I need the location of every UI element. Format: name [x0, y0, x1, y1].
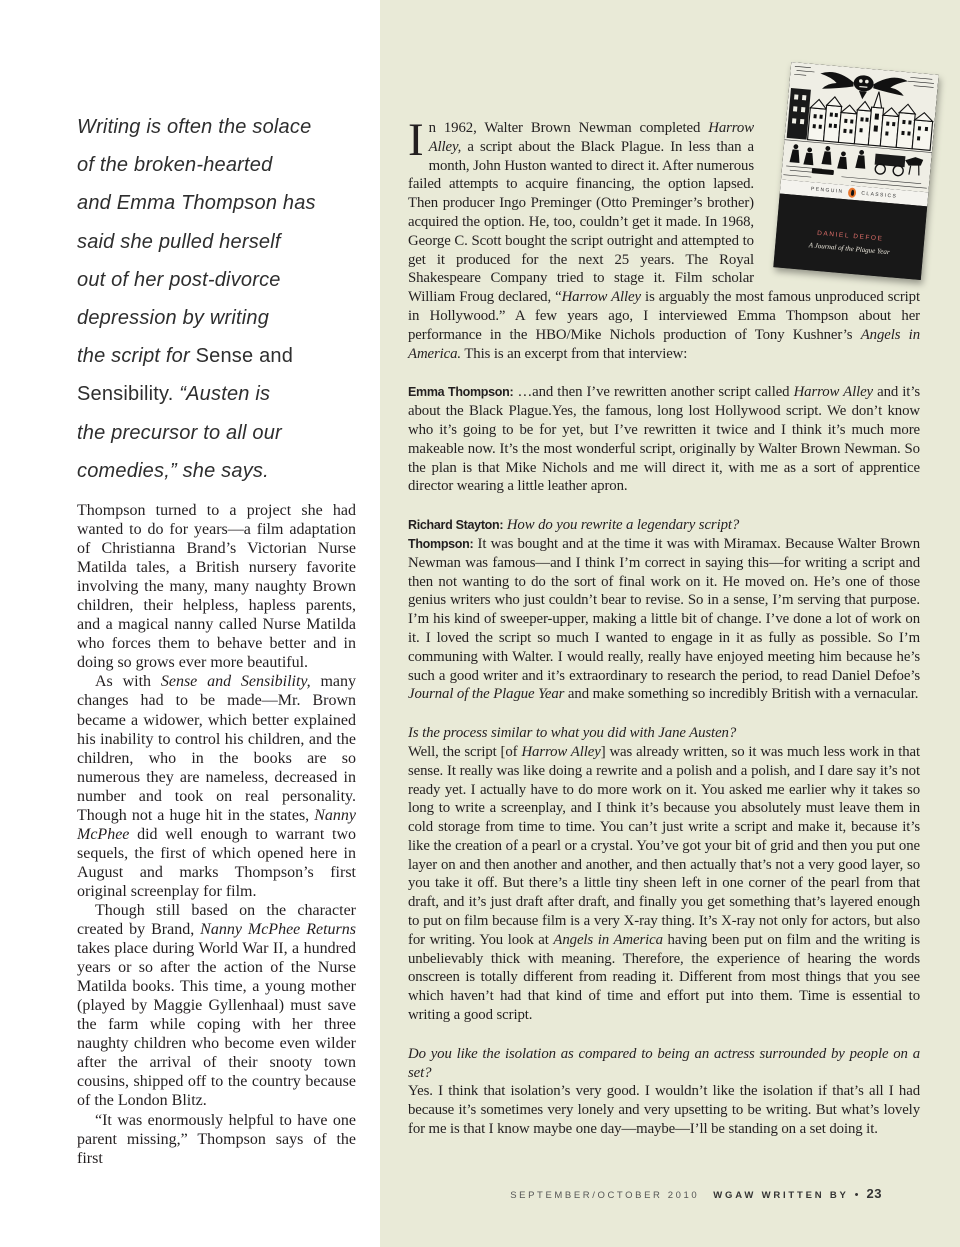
- interview-exchange: [408, 383, 920, 496]
- italic-text-run: Is the process similar to what you did with Jane Austen?: [408, 725, 737, 742]
- interview-line: [408, 1045, 920, 1083]
- text-run: As with: [95, 673, 161, 691]
- text-run: …and then I’ve rewritten another script called: [513, 384, 794, 401]
- text-run: “It was enormously helpful to have one parent missing,” Thompson says of the first: [77, 1111, 356, 1167]
- text-run: did well enough to warrant two sequels, the first of which opened here in August and marks Thompson’s first original screenplay for film.: [77, 825, 356, 900]
- text-run: Yes. I think that isolation’s very good. I wouldn’t like the isolation if that’s all I had because it’s sometimes very lonely and very upsetting to be writing. But what’s lovely for me is that I know maybe one day—maybe—I’ll be standing on a set doing it.: [408, 1083, 920, 1138]
- italic-text-run: Nanny McPhee: [77, 806, 356, 843]
- penguin-bird-icon: [851, 190, 855, 196]
- pull-quote-line: [77, 299, 372, 337]
- pull-quote-line: [77, 452, 372, 490]
- cover-author: DANIEL DEFOE: [816, 229, 884, 243]
- book-cover-image: [773, 62, 938, 280]
- pull-quote-line: [77, 375, 372, 413]
- italic-text-run: out of her post-divorce: [77, 268, 281, 291]
- text-run: ] was already written, so it was much less work in that sense. It really was like doing a rewrite and a polish and a polish, and I dare say it’s not ready yet. I actually have to do more work on it. You asked me earlier why it takes so long to write a screenplay, and I think it’s because you absolutely must leave them in cold storage from time to time. You can’t just write a script and make it, because it’s like the creation of a pearl or a crystal. You’ve got your bit of grid and then you put one layer on and then another and another, and then actually that’s not a very good layer, so you take it off. But there’s a little tiny sheen left in one corner of the pearl from that draft, and it’s just draft after draft, and finally you get something that’s layered enough to put on film because film is a very X-ray thing. It’s X-ray not only for actors, but also for writing. You look at: [408, 743, 921, 948]
- text-run: It was bought and at the time it was with Miramax. Because Walter Brown Newman was famous—and I think I’m correct in saying this—for writing a script and then not wanting to do the sort of final work on it. He moved on. He’s one of those genius writers who just couldn’t bear to revise. So in a sense, I’m serving that purpose. I’m his kind of sweeper-upper, making a little bit of change. I’ve done a lot of work on it. I loved the script so much I wanted to engage in it as fully as possible. So I’m communing with Walter. I would really, really have enjoyed meeting him because he’s such a good writer and it’s extraordinary to research the period, to read Daniel Defoe’s: [408, 535, 920, 684]
- italic-text-run: comedies,” she says.: [77, 459, 269, 482]
- italic-text-run: said she pulled herself: [77, 230, 281, 253]
- cover-title: A Journal of the Plague Year: [808, 241, 890, 257]
- page-number: 23: [866, 1186, 882, 1201]
- pull-quote-line: [77, 146, 372, 184]
- interview-line: [408, 535, 920, 704]
- italic-text-run: Angels in America: [553, 931, 663, 948]
- italic-text-run: of the broken-hearted: [77, 154, 273, 177]
- text-run: is arguably the most famous unproduced script in Hollywood.” A few years ago, I interviewed Emma Thompson about her performance in the HBO/Mike Nichols production of Tony Kushner’s: [408, 289, 920, 343]
- series-label-right: CLASSICS: [861, 190, 898, 200]
- text-run: n 1962, Walter Brown Newman completed: [428, 120, 709, 136]
- italic-text-run: the precursor to all our: [77, 421, 282, 444]
- italic-text-run: the script for: [77, 345, 196, 368]
- interview-line: [408, 516, 920, 535]
- pull-quote-line: [77, 337, 372, 375]
- interview-exchange: [408, 516, 920, 704]
- text-run: Though still based on the character created by Brand,: [77, 901, 356, 939]
- italic-text-run: How do you rewrite a legendary script?: [503, 517, 740, 534]
- pull-quote: [77, 108, 372, 490]
- body-paragraph: [77, 672, 356, 901]
- plague-woodcut-illustration: [781, 62, 939, 192]
- italic-text-run: “Austen is: [173, 383, 271, 406]
- italic-text-run: Journal of the Plague Year: [408, 686, 565, 703]
- text-run: Thompson turned to a project she had wanted to do for years—a film adaptation of Christianna Brand’s Victorian Nurse Matilda tales, a British nursery favorite involving the many, many naughty Brown children, their helpless, hapless parents, and a magical nanny called Nurse Matilda who forces them to behave better and in doing so grows ever more beautiful.: [77, 502, 356, 672]
- series-label-left: PENGUIN: [810, 186, 844, 195]
- italic-text-run: Do you like the isolation as compared to being an actress surrounded by people on a set?: [408, 1045, 920, 1081]
- text-run: a script about the Black Plague. In less than a month, John Huston wanted to direct it. After numerous failed attempts to acquire financing, the option lapsed. Then producer Ingo Preminger (Otto Preminger’s brother) acquired the option. He, too, couldn’t get it made. In 1968, George C. Scott bought the script outright and attempted to get it produced for the next 25 years. The Royal Shakespeare Company tried to stage it. Film scholar William Froug declared, “: [408, 138, 754, 306]
- article-body: [408, 114, 921, 1159]
- italic-text-run: Nanny McPhee Returns: [200, 921, 356, 939]
- italic-text-run: Harrow Alley: [793, 384, 874, 401]
- body-paragraph: [77, 901, 356, 1111]
- speaker-label: Richard Stayton:: [408, 518, 504, 533]
- text-run: Well, the script [of: [408, 743, 522, 760]
- interview-exchange: [408, 1045, 920, 1139]
- pull-quote-line: [77, 108, 372, 146]
- text-run: and it’s about the Black Plague.Yes, the famous, long lost Hollywood script. We don’t know who it’s going to be for yet, but I’ve rewritten it twice and I think it’s much more makeable now. It’s the most wonderful script, originally by Walter Brown Newman. So the plan is that Mike Nichols and me will direct it, with me as a sort of apprentice director wearing a little leather apron.: [408, 384, 920, 495]
- text-run: Sense and: [195, 345, 294, 368]
- italic-text-run: Sense and Sensibility,: [160, 673, 311, 691]
- speaker-label: Thompson:: [408, 536, 474, 551]
- drop-cap: I: [408, 114, 424, 166]
- penguin-logo-icon: [848, 187, 857, 198]
- speaker-label: Emma Thompson:: [408, 385, 514, 400]
- body-paragraph: [77, 1111, 356, 1168]
- text-run: This is an excerpt from that interview:: [461, 345, 688, 362]
- text-run: takes place during World War II, a hundred years or so after the action of the Nurse Matilda books. This time, a young mother (played by Maggie Gyllenhaal) must save the farm while coping with her three naughty children who become even wilder after the arrival of their snooty town cousins, shipped off to the country because of the London Blitz.: [77, 940, 356, 1110]
- text-run: having been put on film and the writing is unbelievably thick with meaning. Therefore, the experience of hearing the words onscreen is totally different from reading it. Different from most things that you see which haven’t had that kind of time and effort put into them. Time is essential to writing a good script.: [408, 931, 920, 1024]
- interview-line: [408, 724, 920, 743]
- italic-text-run: Angels in America.: [408, 326, 920, 362]
- text-run: and make something so incredibly British with a vernacular.: [564, 686, 919, 703]
- interview-exchange: [408, 724, 920, 1025]
- text-run: many changes had to be made—Mr. Brown became a widower, which better explained his inability to control his children, and the children, who in the books are so numerous they are nameless, decreased in number and took on real personality. Though not a huge hit in the states,: [77, 673, 357, 824]
- pull-quote-line: [77, 261, 372, 299]
- italic-text-run: Harrow Alley: [521, 743, 601, 760]
- issue-date: SEPTEMBER/OCTOBER 2010: [510, 1190, 700, 1201]
- footer-bullet: •: [854, 1189, 859, 1201]
- italic-text-run: Harrow Alley: [561, 289, 641, 306]
- pull-quote-line: [77, 184, 372, 222]
- italic-text-run: and Emma Thompson has: [77, 192, 316, 215]
- interview-line: [408, 383, 920, 496]
- left-body-column: [77, 501, 356, 1168]
- interview-line: [408, 1082, 920, 1138]
- body-paragraph: [77, 501, 356, 672]
- pull-quote-line: [77, 223, 372, 261]
- italic-text-run: Writing is often the solace: [77, 116, 312, 138]
- italic-text-run: Harrow Alley,: [428, 120, 754, 155]
- page-footer: [510, 1186, 882, 1201]
- interview-line: [408, 743, 920, 1025]
- text-run: Sensibility.: [77, 383, 174, 406]
- italic-text-run: depression by writing: [77, 307, 270, 330]
- pull-quote-line: [77, 414, 372, 452]
- publication-name: WGAW WRITTEN BY: [713, 1190, 849, 1201]
